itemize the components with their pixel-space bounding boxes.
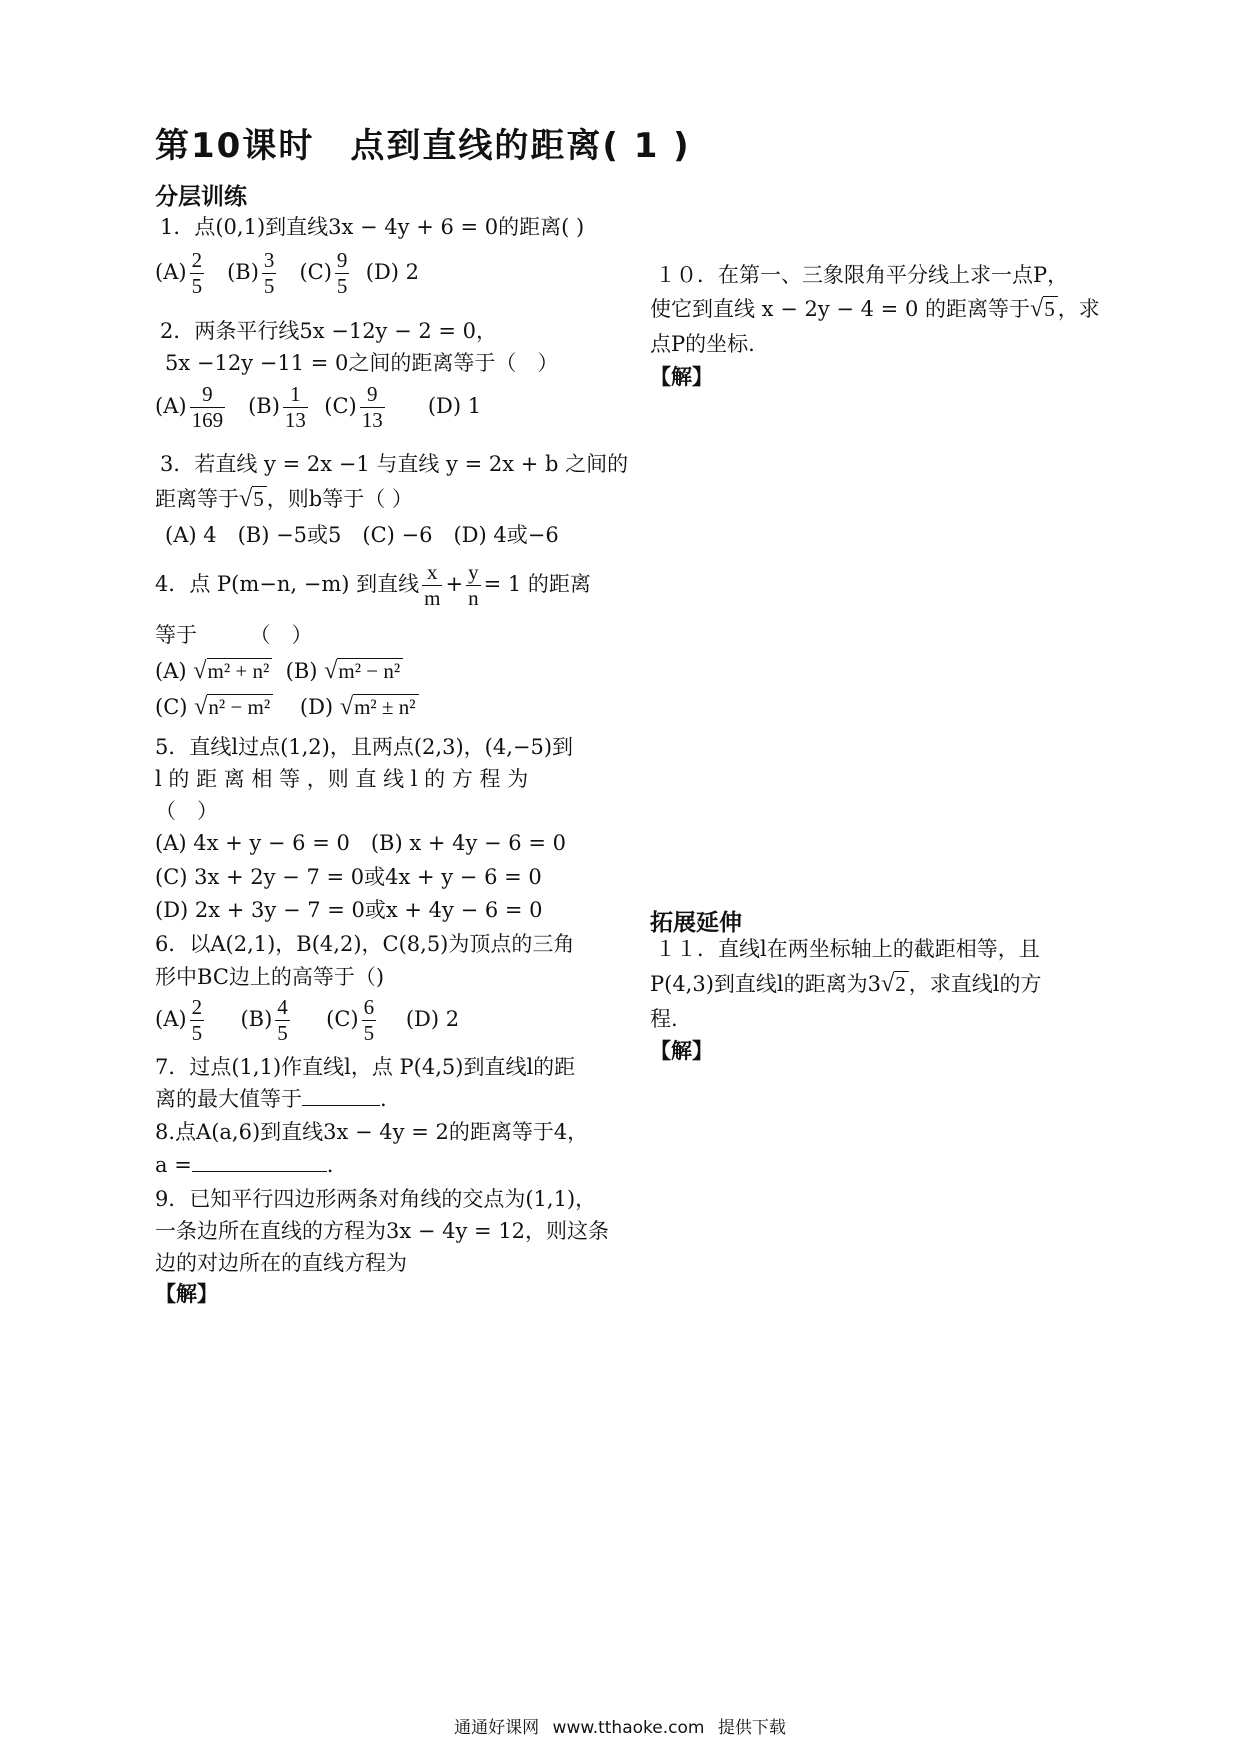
q1-b-fraction: $\frac{3}{5}$ [263,248,275,299]
q10-line3: 点P的坐标. [650,332,755,356]
q3-line1: 3．若直线 y = 2x −1 与直线 y = 2x + b 之间的 [160,452,629,476]
q7-line1: 7．过点(1,1)作直线l，点 P(4,5)到直线l的距 [155,1055,576,1079]
footer-site-name: 通通好课网 [454,1718,540,1738]
page-footer [0,1713,1240,1738]
q1-c-fraction: $\frac{9}{5}$ [336,248,348,299]
q10-line1: １０．在第一、三象限角平分线上求一点P， [655,263,1069,287]
q4-options-cd: (C) √n² − m² (D) √m² ± n² [155,690,419,724]
q3-options: (A) 4 (B) −5或5 (C) −6 (D) 4或−6 [165,523,559,547]
q1-a-fraction: $\frac{2}{5}$ [191,248,203,299]
footer-action: 提供下载 [717,1718,786,1738]
answer-blank[interactable] [302,1083,380,1106]
q9-line2: 一条边所在直线的方程为3x − 4y = 12，则这条 [155,1219,610,1243]
q9-line3: 边的对边所在的直线方程为 [155,1251,407,1275]
q1-stem: 1．点(0,1)到直线3x − 4y + 6 = 0的距离( ) [160,215,585,239]
q8-line1: 8.点A(a,6)到直线3x − 4y = 2的距离等于4， [155,1120,589,1144]
q5-line2: l 的 距 离 相 等 ，则 直 线 l 的 方 程 为 [155,767,529,791]
section-heading-layered: 分层训练 [155,184,247,210]
q11-line3: 程. [650,1007,678,1031]
q4-line1: 4．点 P(m−n, −m) 到直线 $\frac{x}{m}$ + $\frac{y}{n}$ = 1 的距离 [155,560,591,611]
page-title: 第10课时 点到直线的距离( 1 ) [155,126,691,166]
q9-solution-label: 【解】 [155,1281,218,1306]
q5-option-c: (C) 3x + 2y − 7 = 0或4x + y − 6 = 0 [155,865,542,889]
q7-line2: 离的最大值等于 . [155,1082,387,1116]
q11-line2: P(4,3)到直线l的距离为3√2 ，求直线l的方 [650,970,1042,997]
q5-line3: （ ） [155,799,218,823]
q2-line1: 2．两条平行线5x −12y − 2 = 0， [160,319,498,343]
q2-line2: 5x −12y −11 = 0之间的距离等于（ ） [165,351,559,375]
q4-line2: 等于 （ ） [155,623,313,647]
q1-options: (A) $\frac{2}{5}$ (B) $\frac{3}{5}$ (C) $\frac{9}{5}$ (D) 2 [155,248,420,299]
q10-line2: 使它到直线 x − 2y − 4 = 0 的距离等于√5 ，求 [650,295,1100,322]
q11-line1: １１．直线l在两坐标轴上的截距相等，且 [655,937,1040,961]
q2-options: (A) $\frac{9}{169}$ (B) $\frac{1}{13}$ (C) $\frac{9}{13}$ (D) 1 [155,382,482,433]
sqrt-symbol: √5 [239,482,267,516]
q5-option-d: (D) 2x + 3y − 7 = 0或x + 4y − 6 = 0 [155,898,543,922]
q5-line1: 5．直线l过点(1,2)，且两点(2,3)，(4,−5)到 [155,735,574,759]
answer-blank[interactable] [192,1149,327,1172]
q3-line2: 距离等于√5 ，则b等于（ ） [155,482,413,516]
q10-solution-label: 【解】 [650,364,713,389]
q11-solution-label: 【解】 [650,1038,713,1063]
q6-line1: 6．以A(2,1)，B(4,2)，C(8,5)为顶点的三角 [155,932,575,956]
q5-option-ab: (A) 4x + y − 6 = 0 (B) x + 4y − 6 = 0 [155,831,566,855]
q8-line2: a = . [155,1148,333,1182]
q6-options: (A) $\frac{2}{5}$ (B) $\frac{4}{5}$ (C) $\frac{6}{5}$ (D) 2 [155,995,460,1046]
q9-line1: 9．已知平行四边形两条对角线的交点为(1,1)， [155,1187,597,1211]
footer-url-link[interactable]: www.tthaoke.com [552,1718,705,1738]
q6-line2: 形中BC边上的高等于（) [155,965,385,989]
section-heading-extension: 拓展延伸 [650,910,742,936]
q4-options-ab: (A) √m² + n² (B) √m² − n² [155,654,403,688]
